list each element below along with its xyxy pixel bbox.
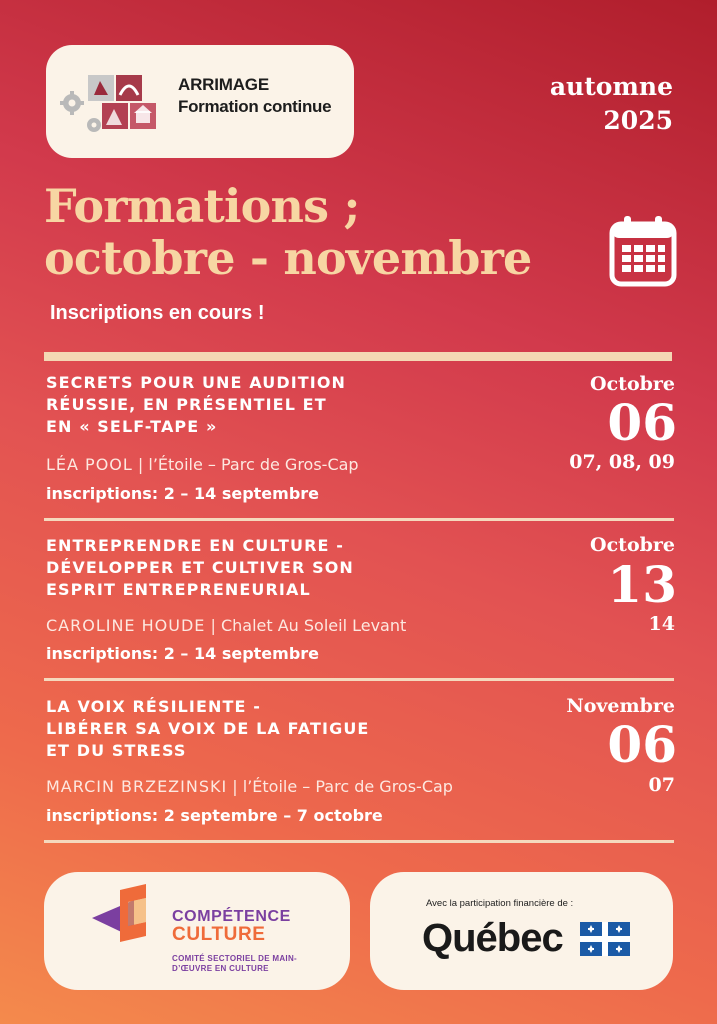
event-2-title	[46, 535, 446, 601]
separator: |	[227, 777, 243, 796]
event-3-location: l’Étoile – Parc de Gros-Cap	[242, 777, 453, 796]
logo-subtitle: Formation continue	[178, 97, 332, 116]
event-2-extra-days: 14	[648, 613, 675, 635]
event-1-title-line: RÉUSSIE, EN PRÉSENTIEL ET	[46, 395, 327, 414]
event-1-title-line: EN « SELF-TAPE »	[46, 417, 218, 436]
event-3-title-line: ET DU STRESS	[46, 741, 187, 760]
cc-title1: COMPÉTENCE	[172, 908, 291, 925]
title-line2: octobre - novembre	[44, 231, 532, 285]
event-3-title-line: LIBÉRER SA VOIX DE LA FATIGUE	[46, 719, 370, 738]
cc-title2: CULTURE	[172, 924, 266, 945]
event-1-month: Octobre	[590, 373, 675, 395]
event-3-title	[46, 696, 446, 762]
title-line1: Formations ;	[44, 179, 360, 233]
event-1-title-line: SECRETS POUR UNE AUDITION	[46, 373, 347, 392]
event-2-location: Chalet Au Soleil Levant	[220, 616, 407, 635]
event-3-registration: inscriptions: 2 septembre – 7 octobre	[46, 806, 383, 825]
event-2-month: Octobre	[590, 534, 675, 556]
event-1-extra-days: 07, 08, 09	[569, 451, 675, 473]
event-3-info	[46, 777, 453, 796]
quebec-wordmark: Québec	[422, 916, 563, 960]
event-3-trainer: MARCIN BRZEZINSKI	[46, 777, 228, 796]
quebec-flag-icon	[580, 922, 630, 956]
divider	[44, 352, 672, 361]
arrimage-logo-icon	[58, 69, 158, 137]
season-label	[473, 70, 673, 138]
event-2-registration: inscriptions: 2 – 14 septembre	[46, 644, 320, 663]
page-title	[44, 180, 584, 284]
divider	[44, 840, 674, 843]
calendar-icon	[609, 215, 677, 287]
season-year: 2025	[603, 106, 673, 135]
separator: |	[205, 616, 221, 635]
season-line1: automne	[549, 72, 673, 101]
event-3-extra-days: 07	[648, 774, 675, 796]
arrimage-logo-card	[46, 45, 354, 158]
event-3-day: 06	[607, 715, 677, 774]
event-2-title-line: DÉVELOPPER ET CULTIVER SON	[46, 558, 354, 577]
event-3-month: Novembre	[566, 695, 675, 717]
event-1-day: 06	[607, 393, 677, 452]
competence-culture-card	[44, 872, 350, 990]
event-2-info	[46, 616, 406, 635]
separator: |	[132, 455, 149, 474]
event-2-title-line: ENTREPRENDRE EN CULTURE -	[46, 536, 344, 555]
event-2-trainer: CAROLINE HOUDE	[46, 616, 206, 635]
subtitle: Inscriptions en cours !	[50, 302, 265, 324]
event-1-trainer: LÉA POOL	[46, 455, 133, 474]
event-3-title-line: LA VOIX RÉSILIENTE -	[46, 697, 261, 716]
event-2-day: 13	[607, 555, 677, 614]
logo-title: ARRIMAGE	[178, 75, 269, 94]
divider	[44, 678, 674, 681]
event-1-registration: inscriptions: 2 – 14 septembre	[46, 484, 320, 503]
event-1-info	[46, 455, 359, 474]
event-2-title-line: ESPRIT ENTREPRENEURIAL	[46, 580, 311, 599]
cc-subtitle: COMITÉ SECTORIEL DE MAIN-D’ŒUVRE EN CULTURE	[172, 954, 297, 973]
event-1-title	[46, 372, 446, 438]
quebec-card	[370, 872, 673, 990]
event-1-location: l’Étoile – Parc de Gros-Cap	[148, 455, 359, 474]
divider	[44, 518, 674, 521]
funding-note: Avec la participation financière de :	[426, 898, 574, 909]
competence-culture-logo-icon	[88, 880, 168, 942]
